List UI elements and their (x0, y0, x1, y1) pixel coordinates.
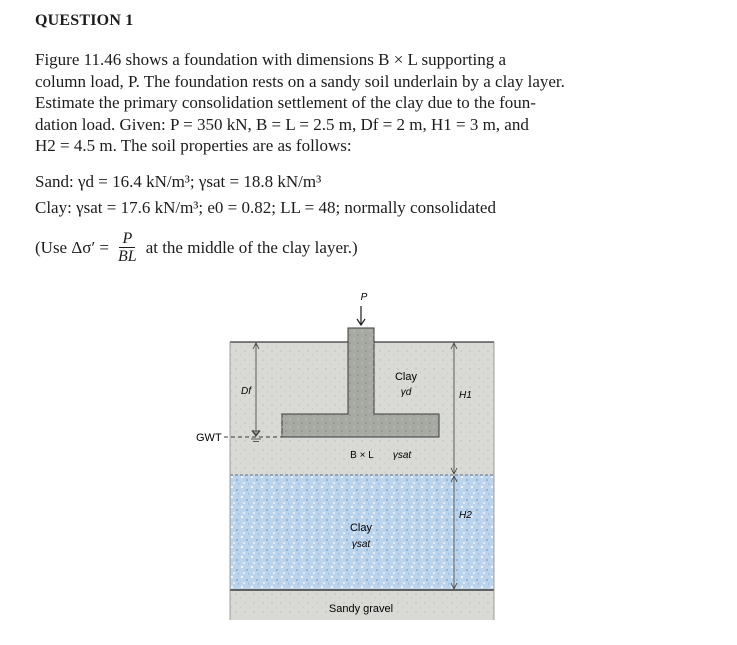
sand-properties: Sand: γd = 16.4 kN/m³; γsat = 18.8 kN/m³ (35, 172, 322, 191)
question-heading: QUESTION 1 (35, 12, 134, 29)
df-label: Df (241, 386, 251, 397)
fraction-numerator: P (119, 230, 135, 248)
hint-suffix: at the middle of the clay layer.) (145, 237, 358, 257)
load-label: P (360, 292, 368, 303)
clay-label: Clay (349, 522, 373, 534)
problem-statement (35, 49, 705, 157)
clay-properties: Clay: γsat = 17.6 kN/m³; e0 = 0.82; LL = 48; normally consolidated (35, 198, 496, 217)
problem-line: Figure 11.46 shows a foundation with dimensions B × L supporting a (35, 50, 507, 69)
foundation-figure (180, 285, 510, 625)
below-gwt-unit-weight-label: γsat (392, 450, 412, 461)
h1-label: H1 (459, 390, 472, 401)
stress-hint (35, 230, 358, 265)
sandy-gravel-label: Sandy gravel (328, 603, 394, 615)
upper-soil-label: Clay (394, 371, 418, 383)
clay-unit-weight-label: γsat (351, 539, 371, 550)
problem-line: Estimate the primary consolidation settlement of the clay due to the foun- (35, 93, 536, 112)
problem-line: column load, P. The foundation rests on a sandy soil underlain by a clay layer. (35, 71, 565, 91)
load-fraction (115, 230, 140, 265)
gwt-label: GWT (196, 432, 222, 444)
upper-unit-weight-label: γd (400, 387, 412, 398)
footing-size-label: B × L (350, 450, 374, 461)
fraction-denominator: BL (118, 248, 137, 265)
h2-label: H2 (459, 510, 472, 521)
hint-prefix: (Use Δσ′ = (35, 237, 110, 257)
problem-line: H2 = 4.5 m. The soil properties are as follows: (35, 136, 352, 155)
problem-line: dation load. Given: P = 350 kN, B = L = 2.5 m, Df = 2 m, H1 = 3 m, and (35, 114, 529, 134)
